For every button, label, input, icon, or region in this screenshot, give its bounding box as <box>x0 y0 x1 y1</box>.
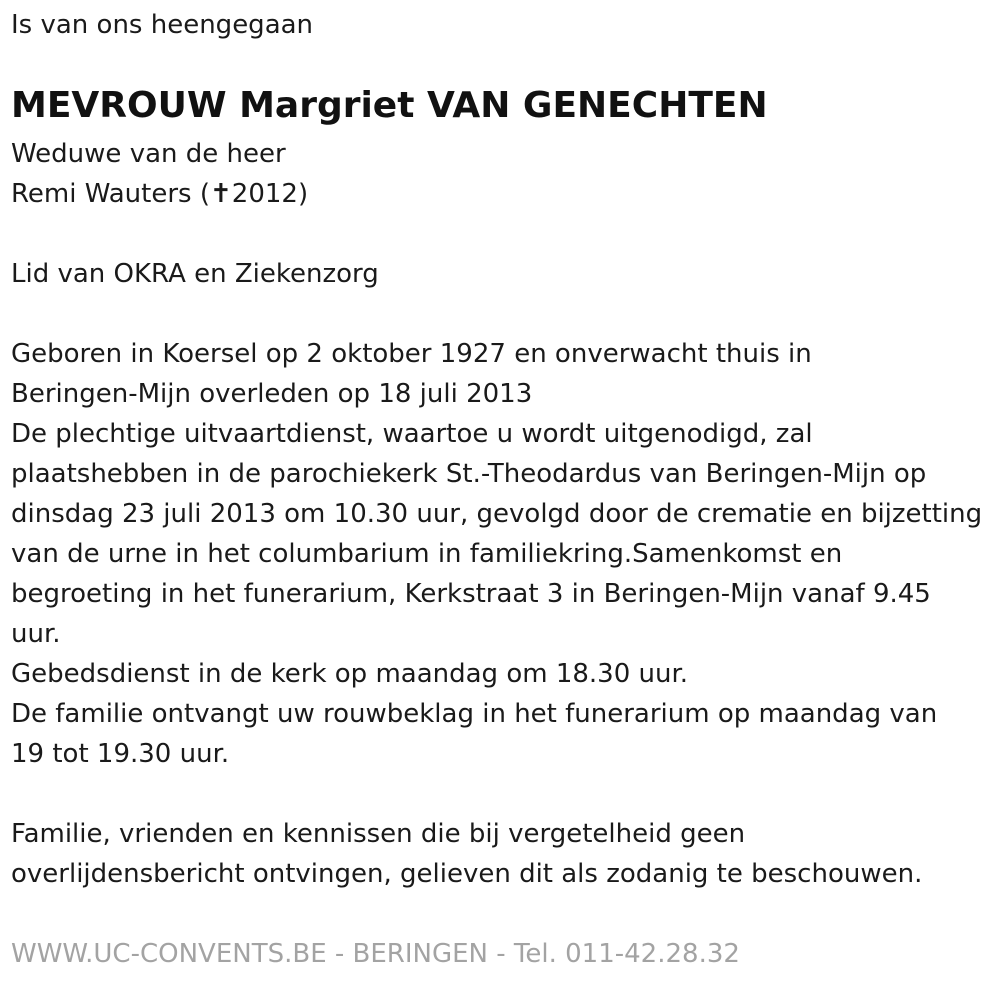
details-line: plaatshebben in de parochiekerk St.-Theodardus van Beringen-Mijn op <box>11 459 927 489</box>
family-note-line: overlijdensbericht ontvingen, gelieven dit als zodanig te beschouwen. <box>11 859 923 889</box>
details-line: van de urne in het columbarium in familiekring.Samenkomst en <box>11 539 843 569</box>
details-line: De familie ontvangt uw rouwbeklag in het funerarium op maandag van <box>11 699 938 729</box>
details-line: begroeting in het funerarium, Kerkstraat 3 in Beringen-Mijn vanaf 9.45 <box>11 579 931 609</box>
details-line: 19 tot 19.30 uur. <box>11 739 230 769</box>
details-line: Geboren in Koersel op 2 oktober 1927 en onverwacht thuis in <box>11 339 812 369</box>
details-line: dinsdag 23 juli 2013 om 10.30 uur, gevolgd door de crematie en bijzetting <box>11 499 983 529</box>
details-line: Gebedsdienst in de kerk op maandag om 18.30 uur. <box>11 659 689 689</box>
family-note-block <box>11 814 922 894</box>
membership-text: Lid van OKRA en Ziekenzorg <box>11 259 379 289</box>
details-line: De plechtige uitvaartdienst, waartoe u wordt uitgenodigd, zal <box>11 419 813 449</box>
widow-of-block <box>11 134 308 214</box>
footer-credit: WWW.UC-CONVENTS.BE - BERINGEN - Tel. 011-42.28.32 <box>11 939 740 969</box>
details-line: Beringen-Mijn overleden op 18 juli 2013 <box>11 379 533 409</box>
deceased-name: MEVROUW Margriet VAN GENECHTEN <box>11 85 768 126</box>
family-note-line: Familie, vrienden en kennissen die bij vergetelheid geen <box>11 819 746 849</box>
intro-text: Is van ons heengegaan <box>11 10 314 40</box>
details-line: uur. <box>11 619 61 649</box>
spouse-line: Remi Wauters (✝2012) <box>11 179 309 209</box>
details-block <box>11 334 982 774</box>
widow-line: Weduwe van de heer <box>11 139 286 169</box>
